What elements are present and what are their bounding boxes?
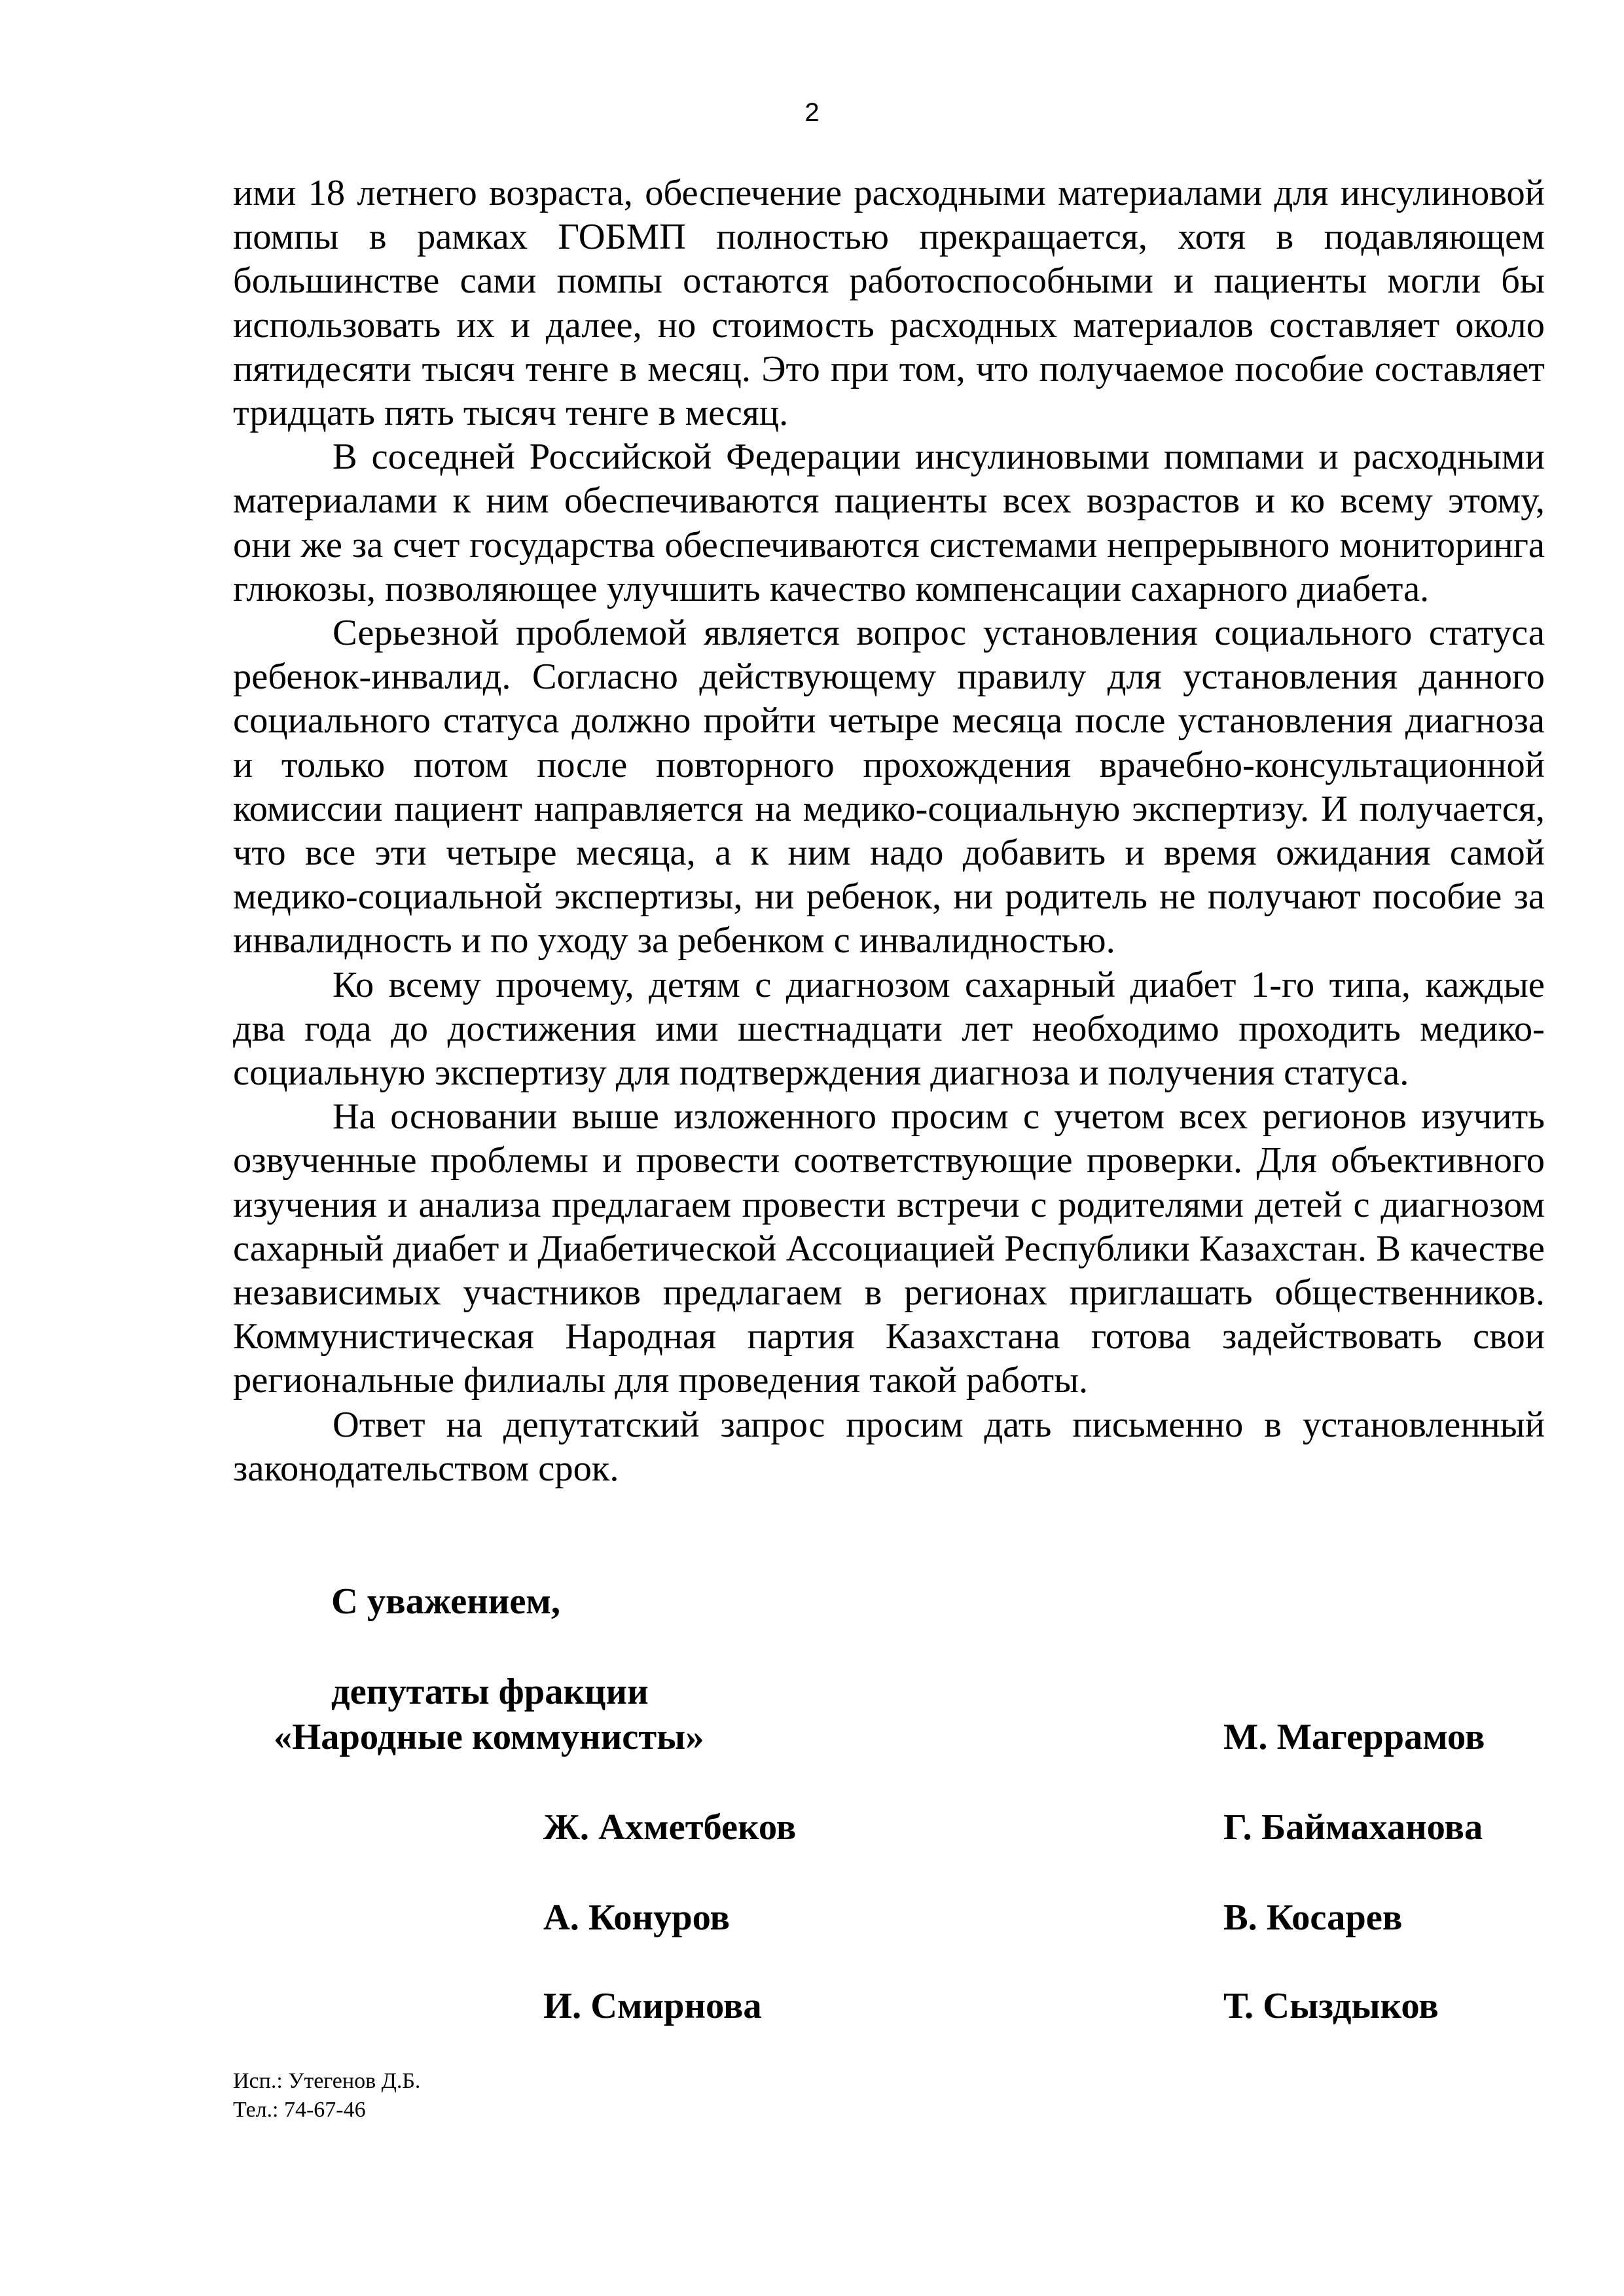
signatory-name: В. Косарев — [1223, 1897, 1403, 1938]
paragraph-disability-status: Серьезной проблемой является вопрос установления социального статуса ребенок-инвалид. Согласно действующему правилу для установления данного социального статуса должно пройти четыре месяца после установления диагноза и только потом после повторного прохождения врачебно-консультационной комиссии пациент направляется на медико-социальную экспертизу. И получается, что все эти четыре месяца, а к ним надо добавить и время ожидания самой медико-социальной экспертизы, ни ребенок, ни родитель не получают пособие за инвалидность и по уходу за ребенком с инвалидностью. — [233, 613, 1545, 961]
signatory-name: Ж. Ахметбеков — [543, 1807, 797, 1848]
signatory-name: А. Конуров — [543, 1897, 731, 1938]
executor-info — [233, 2067, 420, 2125]
executor-name: Исп.: Утегенов Д.Б. — [233, 2069, 421, 2093]
paragraph-russian-federation: В соседней Российской Федерации инсулиновыми помпами и расходными материалами к ним обеспечиваются пациенты всех возрастов и ко всему этому, они же за счет государства обеспечиваются системами непрерывного мониторинга глюкозы, позволяющее улучшить качество компенсации сахарного диабета. — [233, 437, 1545, 609]
paragraph-request: На основании выше изложенного просим с учетом всех регионов изучить озвученные проблемы и провести соответствующие проверки. Для объективного изучения и анализа предлагаем провести встречи с родителями детей с диагнозом сахарный диабет и Диабетической Ассоциацией Республики Казахстан. В качестве независимых участников предлагаем в регионах приглашать общественников. Коммунистическая Народная партия Казахстана готова задействовать свои региональные филиалы для проведения такой работы. — [233, 1096, 1545, 1401]
signatory-name: Г. Баймаханова — [1223, 1807, 1483, 1848]
faction-label: депутаты фракции — [331, 1672, 649, 1712]
letter-body — [233, 171, 1545, 1491]
signatory-name: И. Смирнова — [543, 1986, 762, 2026]
closing-salutation: С уважением, — [331, 1581, 561, 1622]
paragraph-pump-supplies: ими 18 летнего возраста, обеспечение расходными материалами для инсулиновой помпы в рамках ГОБМП полностью прекращается, хотя в подавляющем большинстве сами помпы остаются работоспособными и пациенты могли бы использовать их и далее, но стоимость расходных материалов составляет около пятидесяти тысяч тенге в месяц. Это при том, что получаемое пособие составляет тридцать пять тысяч тенге в месяц. — [233, 173, 1545, 434]
signatory-name: Т. Сыздыков — [1223, 1986, 1439, 2026]
faction-name: «Народные коммунисты» — [274, 1717, 704, 1757]
executor-phone: Тел.: 74-67-46 — [233, 2098, 366, 2122]
paragraph-expertise-every-two-years: Ко всему прочему, детям с диагнозом сахарный диабет 1-го типа, каждые два года до достижения ими шестнадцати лет необходимо проходить медико-социальную экспертизу для подтверждения диагноза и получения статуса. — [233, 964, 1545, 1094]
paragraph-response-deadline: Ответ на депутатский запрос просим дать письменно в установленный законодательством срок. — [233, 1404, 1545, 1489]
page-number: 2 — [804, 98, 820, 127]
signatory-name: М. Магеррамов — [1223, 1717, 1485, 1757]
